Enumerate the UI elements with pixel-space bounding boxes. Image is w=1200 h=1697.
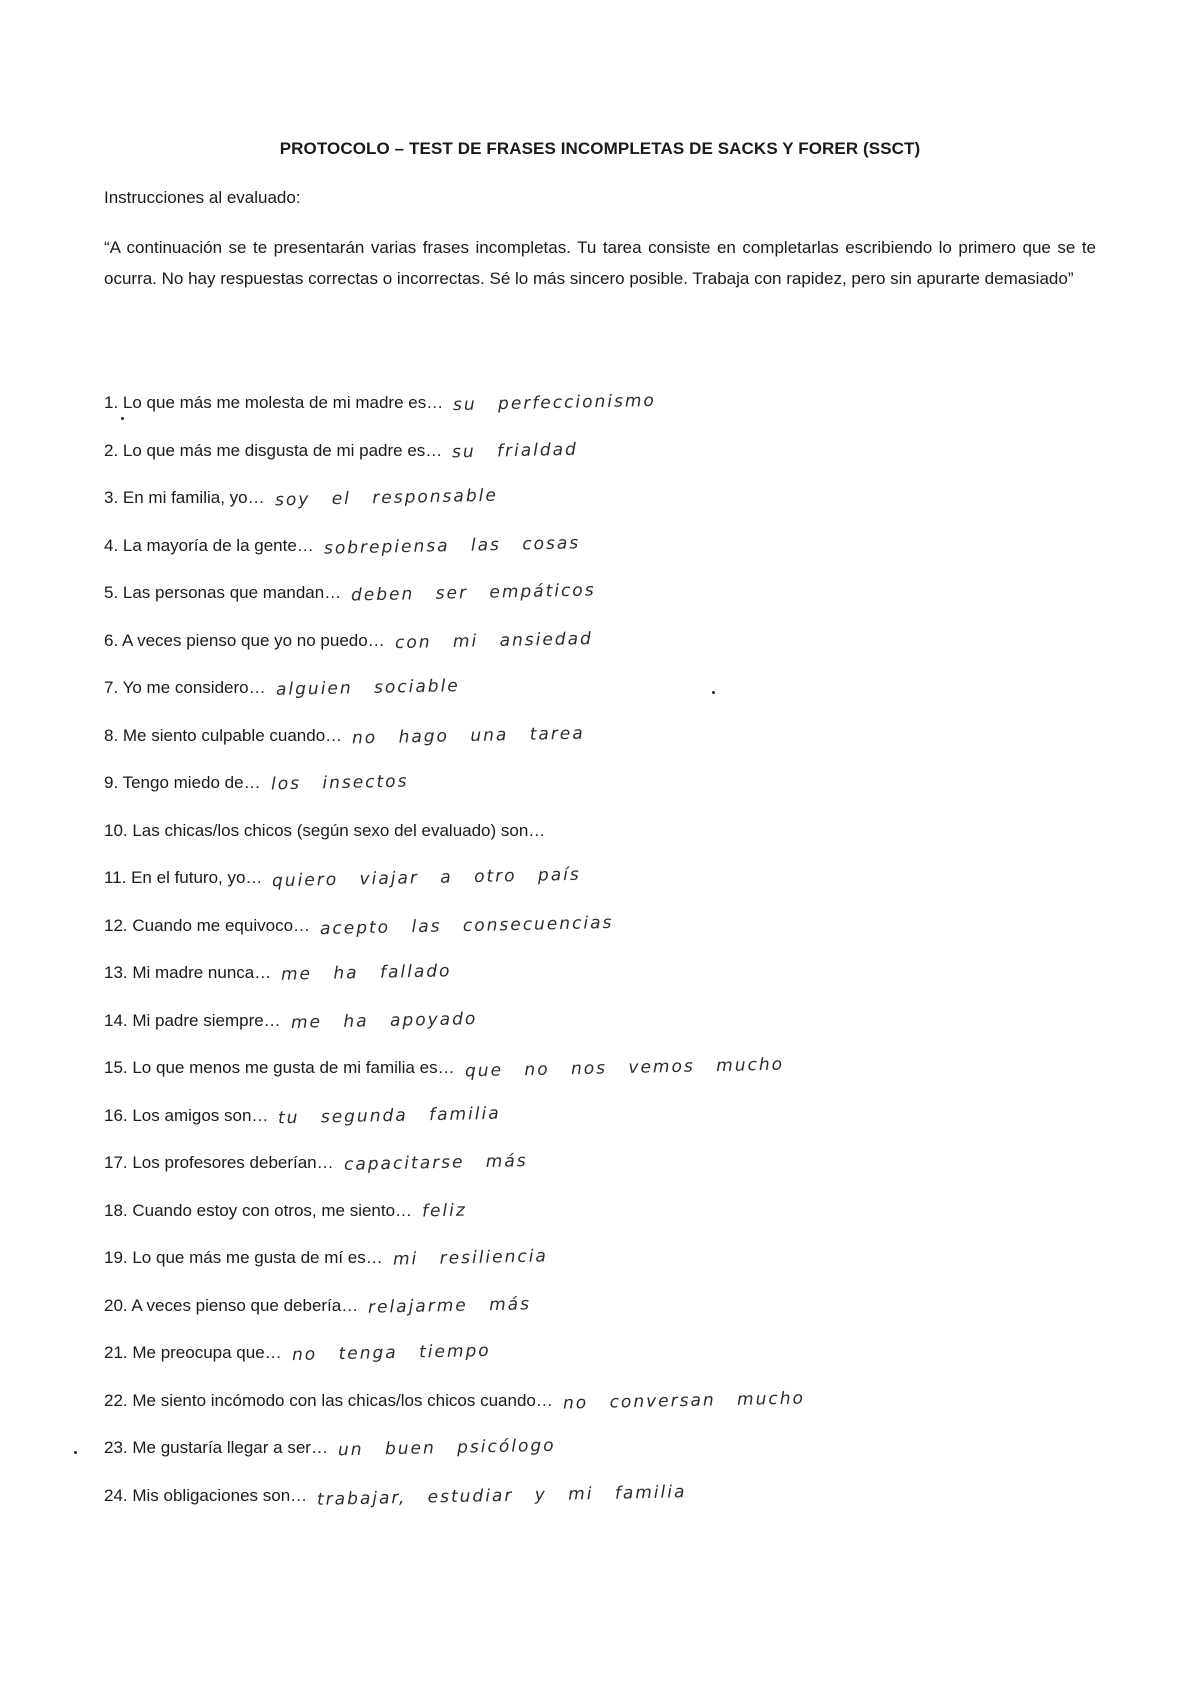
handwritten-answer: sobrepiensa las cosas [323,532,581,559]
handwritten-answer: alguien sociable [275,676,460,700]
handwritten-answer: los insectos [270,771,409,795]
scan-speck [712,691,715,694]
sentence-stem: 14. Mi padre siempre… [104,1010,281,1030]
handwritten-answer: su frialdad [452,439,579,462]
sentence-item [104,390,1104,438]
sentence-stem: 12. Cuando me equivoco… [104,915,311,935]
handwritten-answer: capacitarse más [343,1151,528,1175]
handwritten-answer: quiero viajar a otro país [272,864,582,892]
sentence-stem: 4. La mayoría de la gente… [104,535,314,555]
sentence-item [104,723,1104,771]
handwritten-answer: me ha fallado [281,961,452,985]
sentence-stem: 9. Tengo miedo de… [104,773,261,792]
scan-speck [121,417,124,420]
handwritten-answer: no conversan mucho [562,1387,805,1414]
page-title: PROTOCOLO – TEST DE FRASES INCOMPLETAS DE SACKS Y FORER (SSCT) [279,139,921,158]
handwritten-answer: trabajar, estudiar y mi familia [317,1481,687,1510]
scan-speck [74,1451,77,1454]
sentence-stem: 10. Las chicas/los chicos (según sexo del evaluado) son… [104,820,546,840]
sentence-stem: 17. Los profesores deberían… [104,1153,334,1172]
sentence-stem: 19. Lo que más me gusta de mí es… [104,1248,383,1267]
handwritten-answer: deben ser empáticos [351,580,597,606]
handwritten-answer: me ha apoyado [290,1008,478,1033]
sentence-item [104,1245,1104,1293]
sentence-list [104,390,1104,1530]
sentence-item [104,1293,1104,1341]
sentence-item [104,580,1104,628]
handwritten-answer: que no nos vemos mucho [464,1054,784,1082]
sentence-item [104,628,1104,676]
sentence-item [104,1008,1104,1056]
sentence-item [104,438,1104,486]
sentence-stem: 15. Lo que menos me gusta de mi familia es… [104,1058,455,1077]
instructions-text: “A continuación se te presentarán varias frases incompletas. Tu tarea consiste en completarlas escribiendo lo primero que se te ocurra. No hay respuestas correctas o incorrectas. Sé lo más sincero posible. Trabaja con rapidez, pero sin apurarte demasiado” [104,238,1096,288]
sentence-item [104,818,1104,866]
instructions-label: Instrucciones al evaluado: [104,188,301,207]
handwritten-answer: un buen psicólogo [337,1435,556,1461]
sentence-item [104,1198,1104,1246]
sentence-item [104,770,1104,818]
sentence-stem: 24. Mis obligaciones son… [104,1485,308,1505]
sentence-stem: 6. A veces pienso que yo no puedo… [104,630,385,650]
sentence-item [104,913,1104,961]
handwritten-answer: no hago una tarea [351,723,586,748]
sentence-stem: 22. Me siento incómodo con las chicas/los chicos cuando… [104,1390,553,1410]
handwritten-answer: no tenga tiempo [291,1340,491,1366]
sentence-stem: 2. Lo que más me disgusta de mi padre es… [104,440,443,460]
sentence-stem: 7. Yo me considero… [104,678,266,697]
sentence-item [104,675,1104,723]
sentence-stem: 13. Mi madre nunca… [104,963,272,982]
sentence-item [104,1340,1104,1388]
handwritten-answer: mi resiliencia [392,1246,548,1270]
sentence-item [104,1150,1104,1198]
sentence-stem: 8. Me siento culpable cuando… [104,725,343,745]
sentence-item [104,1103,1104,1151]
sentence-stem: 16. Los amigos son… [104,1105,269,1125]
sentence-stem: 21. Me preocupa que… [104,1343,282,1362]
handwritten-answer: con mi ansiedad [394,628,593,653]
sentence-item [104,865,1104,913]
sentence-stem: 1. Lo que más me molesta de mi madre es… [104,393,444,412]
sentence-stem: 3. En mi familia, yo… [104,488,265,507]
sentence-item [104,1483,1104,1531]
handwritten-answer: soy el responsable [274,485,498,511]
sentence-stem: 23. Me gustaría llegar a ser… [104,1438,328,1457]
sentence-stem: 18. Cuando estoy con otros, me siento… [104,1200,413,1220]
sentence-item [104,485,1104,533]
sentence-item [104,533,1104,581]
handwritten-answer: acepto las consecuencias [319,912,614,939]
handwritten-answer: su perfeccionismo [453,390,657,416]
handwritten-answer: feliz [421,1200,468,1221]
handwritten-answer: relajarme más [368,1293,532,1318]
handwritten-answer: tu segunda familia [278,1103,502,1128]
sentence-item [104,1055,1104,1103]
sentence-item [104,1388,1104,1436]
sentence-stem: 20. A veces pienso que debería… [104,1295,359,1315]
sentence-item [104,960,1104,1008]
sentence-stem: 5. Las personas que mandan… [104,583,342,602]
sentence-item [104,1435,1104,1483]
sentence-stem: 11. En el futuro, yo… [104,868,263,887]
